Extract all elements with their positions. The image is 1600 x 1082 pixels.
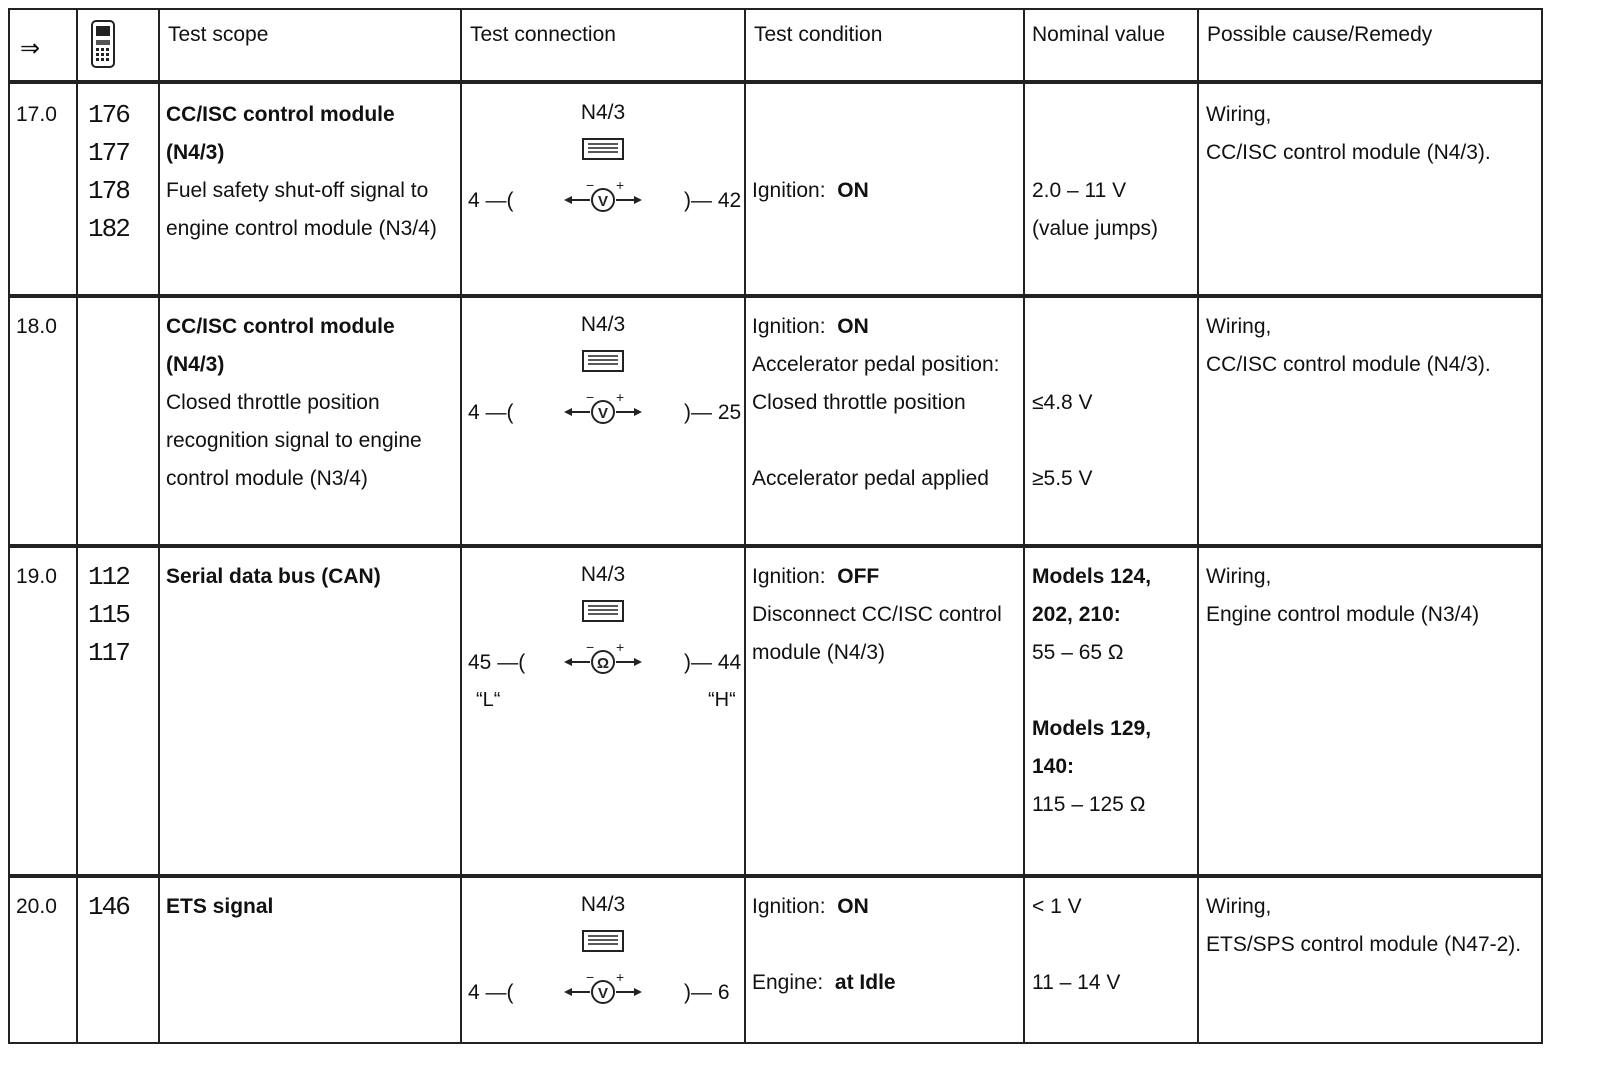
model-group-title: Models 129, bbox=[1032, 717, 1152, 740]
test-scope bbox=[166, 558, 381, 596]
condition-value: ON bbox=[837, 315, 869, 338]
module-label: N4/3 bbox=[580, 313, 626, 336]
row-divider bbox=[10, 294, 1541, 298]
pin-left-number: 4 bbox=[468, 189, 480, 212]
pin-left-label: “L“ bbox=[476, 689, 501, 711]
module-label: N4/3 bbox=[580, 563, 626, 586]
scope-title: Serial data bus (CAN) bbox=[166, 565, 381, 588]
scope-title: CC/ISC control module bbox=[166, 103, 395, 126]
test-condition bbox=[752, 558, 1002, 672]
test-connection-diagram bbox=[462, 308, 744, 438]
scope-desc: control module (N3/4) bbox=[166, 467, 368, 490]
test-scope bbox=[166, 96, 437, 248]
connector-icon bbox=[580, 136, 626, 162]
module-label: N4/3 bbox=[580, 893, 626, 916]
nominal-line: 11 – 14 V bbox=[1032, 971, 1121, 994]
scope-title: (N4/3) bbox=[166, 141, 225, 164]
pin-left: 4 —( bbox=[468, 401, 514, 424]
scope-title: CC/ISC control module bbox=[166, 315, 395, 338]
nominal-value bbox=[1032, 888, 1120, 1002]
scope-desc: Fuel safety shut-off signal to bbox=[166, 179, 429, 202]
svg-text:+: + bbox=[616, 392, 625, 405]
test-condition bbox=[752, 888, 896, 1002]
pin-left-number: 4 bbox=[468, 401, 480, 424]
scope-title: ETS signal bbox=[166, 895, 274, 918]
remedy-line: Wiring, bbox=[1206, 103, 1272, 126]
svg-text:+: + bbox=[616, 180, 625, 193]
fault-code: 117 bbox=[88, 638, 129, 668]
remedy bbox=[1206, 96, 1491, 172]
col-divider bbox=[1023, 10, 1025, 1042]
pin-right-number: 42 bbox=[717, 189, 742, 212]
nominal-line: < 1 V bbox=[1032, 895, 1082, 918]
nominal-line: 2.0 – 11 V bbox=[1032, 179, 1127, 202]
nominal-line: 115 – 125 Ω bbox=[1032, 793, 1146, 816]
header-test-connection: Test connection bbox=[470, 23, 616, 46]
col-divider bbox=[744, 10, 746, 1042]
pin-left-number: 4 bbox=[468, 981, 480, 1004]
nominal-value bbox=[1032, 384, 1093, 498]
diagnostic-test-table bbox=[8, 8, 1543, 1044]
condition-label: Ignition: bbox=[752, 565, 826, 588]
step-number: 18.0 bbox=[16, 315, 57, 338]
meter-symbol: Ω bbox=[596, 655, 610, 672]
pin-right: )— 42 bbox=[684, 189, 742, 212]
remedy bbox=[1206, 308, 1491, 384]
fault-code: 146 bbox=[88, 892, 129, 922]
meter-symbol: V bbox=[597, 985, 609, 1002]
svg-text:−: − bbox=[586, 972, 595, 985]
nominal-value bbox=[1032, 558, 1151, 824]
condition-label: Ignition: bbox=[752, 315, 826, 338]
remedy-line: Wiring, bbox=[1206, 565, 1272, 588]
connector-icon bbox=[580, 928, 626, 954]
pin-right-number: 44 bbox=[717, 651, 742, 674]
remedy bbox=[1206, 558, 1479, 634]
header-nominal-value: Nominal value bbox=[1032, 23, 1166, 46]
condition-value: ON bbox=[837, 179, 869, 202]
scope-desc: Closed throttle position bbox=[166, 391, 380, 414]
header-remedy: Possible cause/Remedy bbox=[1207, 23, 1433, 46]
condition-label: Engine: bbox=[752, 971, 824, 994]
step-number: 17.0 bbox=[16, 103, 57, 126]
remedy-line: CC/ISC control module (N4/3). bbox=[1206, 141, 1491, 164]
row-divider bbox=[10, 874, 1541, 878]
condition-label: Disconnect CC/ISC control bbox=[752, 603, 1002, 626]
condition-label: Accelerator pedal position: bbox=[752, 353, 1000, 376]
condition-label: Ignition: bbox=[752, 895, 826, 918]
fault-code-list bbox=[88, 888, 129, 926]
condition-label: Ignition: bbox=[752, 179, 826, 202]
svg-text:−: − bbox=[586, 642, 595, 655]
header-test-scope: Test scope bbox=[168, 23, 269, 46]
fault-code: 178 bbox=[88, 176, 129, 206]
condition-value: at Idle bbox=[834, 971, 896, 994]
remedy-line: ETS/SPS control module (N47-2). bbox=[1206, 933, 1522, 956]
pin-right-number: 6 bbox=[717, 981, 730, 1004]
model-group-title: 202, 210: bbox=[1032, 603, 1121, 626]
test-scope bbox=[166, 308, 422, 498]
header-test-condition: Test condition bbox=[754, 23, 883, 46]
model-group-title: Models 124, bbox=[1032, 565, 1152, 588]
fault-code: 177 bbox=[88, 138, 129, 168]
pin-right: )— 6 bbox=[684, 981, 730, 1004]
fault-code: 115 bbox=[88, 600, 129, 630]
pin-left: 4 —( bbox=[468, 189, 514, 212]
ohmmeter-icon bbox=[562, 642, 644, 678]
condition-label: Accelerator pedal applied bbox=[752, 467, 989, 490]
remedy-line: Wiring, bbox=[1206, 315, 1272, 338]
svg-text:+: + bbox=[616, 642, 625, 655]
svg-text:+: + bbox=[616, 972, 625, 985]
scope-desc: engine control module (N3/4) bbox=[166, 217, 437, 240]
row-divider bbox=[10, 544, 1541, 548]
svg-text:−: − bbox=[586, 180, 595, 193]
test-connection-diagram bbox=[462, 96, 744, 226]
arrow-header: ⇒ bbox=[20, 35, 41, 62]
step-number: 20.0 bbox=[16, 895, 57, 918]
remedy-line: CC/ISC control module (N4/3). bbox=[1206, 353, 1491, 376]
step-number: 19.0 bbox=[16, 565, 57, 588]
nominal-value bbox=[1032, 172, 1158, 248]
test-connection-diagram bbox=[462, 888, 744, 1018]
col-divider bbox=[76, 10, 78, 1042]
condition-value: ON bbox=[837, 895, 869, 918]
col-divider bbox=[1197, 10, 1199, 1042]
model-group-title: 140: bbox=[1032, 755, 1075, 778]
remedy-line: Engine control module (N3/4) bbox=[1206, 603, 1480, 626]
scope-title: (N4/3) bbox=[166, 353, 225, 376]
svg-text:−: − bbox=[586, 392, 595, 405]
nominal-line: 55 – 65 Ω bbox=[1032, 641, 1124, 664]
pin-right-label: “H“ bbox=[708, 689, 736, 711]
fault-code: 182 bbox=[88, 214, 129, 244]
fault-code-list bbox=[88, 96, 129, 248]
condition-value: OFF bbox=[837, 565, 880, 588]
pin-right: )— 44 bbox=[684, 651, 742, 674]
voltmeter-icon bbox=[562, 392, 644, 428]
handheld-tester-icon bbox=[90, 20, 116, 73]
meter-symbol: V bbox=[597, 193, 609, 210]
voltmeter-icon bbox=[562, 972, 644, 1008]
fault-code: 112 bbox=[88, 562, 129, 592]
fault-code-list bbox=[88, 558, 129, 672]
nominal-line: ≤4.8 V bbox=[1032, 391, 1093, 414]
condition-label: module (N4/3) bbox=[752, 641, 886, 664]
connector-icon bbox=[580, 598, 626, 624]
voltmeter-icon bbox=[562, 180, 644, 216]
pin-right: )— 25 bbox=[684, 401, 742, 424]
nominal-line: (value jumps) bbox=[1032, 217, 1159, 240]
test-condition bbox=[752, 172, 869, 210]
test-condition bbox=[752, 308, 999, 498]
scope-desc: recognition signal to engine bbox=[166, 429, 422, 452]
pin-left: 4 —( bbox=[468, 981, 514, 1004]
condition-label: Closed throttle position bbox=[752, 391, 966, 414]
col-divider bbox=[158, 10, 160, 1042]
test-connection-diagram bbox=[462, 558, 744, 718]
pin-left-number: 45 bbox=[468, 651, 492, 674]
nominal-line: ≥5.5 V bbox=[1032, 467, 1093, 490]
module-label: N4/3 bbox=[580, 101, 626, 124]
pin-right-number: 25 bbox=[717, 401, 742, 424]
remedy-line: Wiring, bbox=[1206, 895, 1272, 918]
pin-left: 45 —( bbox=[468, 651, 526, 674]
fault-code: 176 bbox=[88, 100, 129, 130]
meter-symbol: V bbox=[597, 405, 609, 422]
remedy bbox=[1206, 888, 1521, 964]
header-divider bbox=[10, 80, 1541, 84]
connector-icon bbox=[580, 348, 626, 374]
test-scope bbox=[166, 888, 273, 926]
